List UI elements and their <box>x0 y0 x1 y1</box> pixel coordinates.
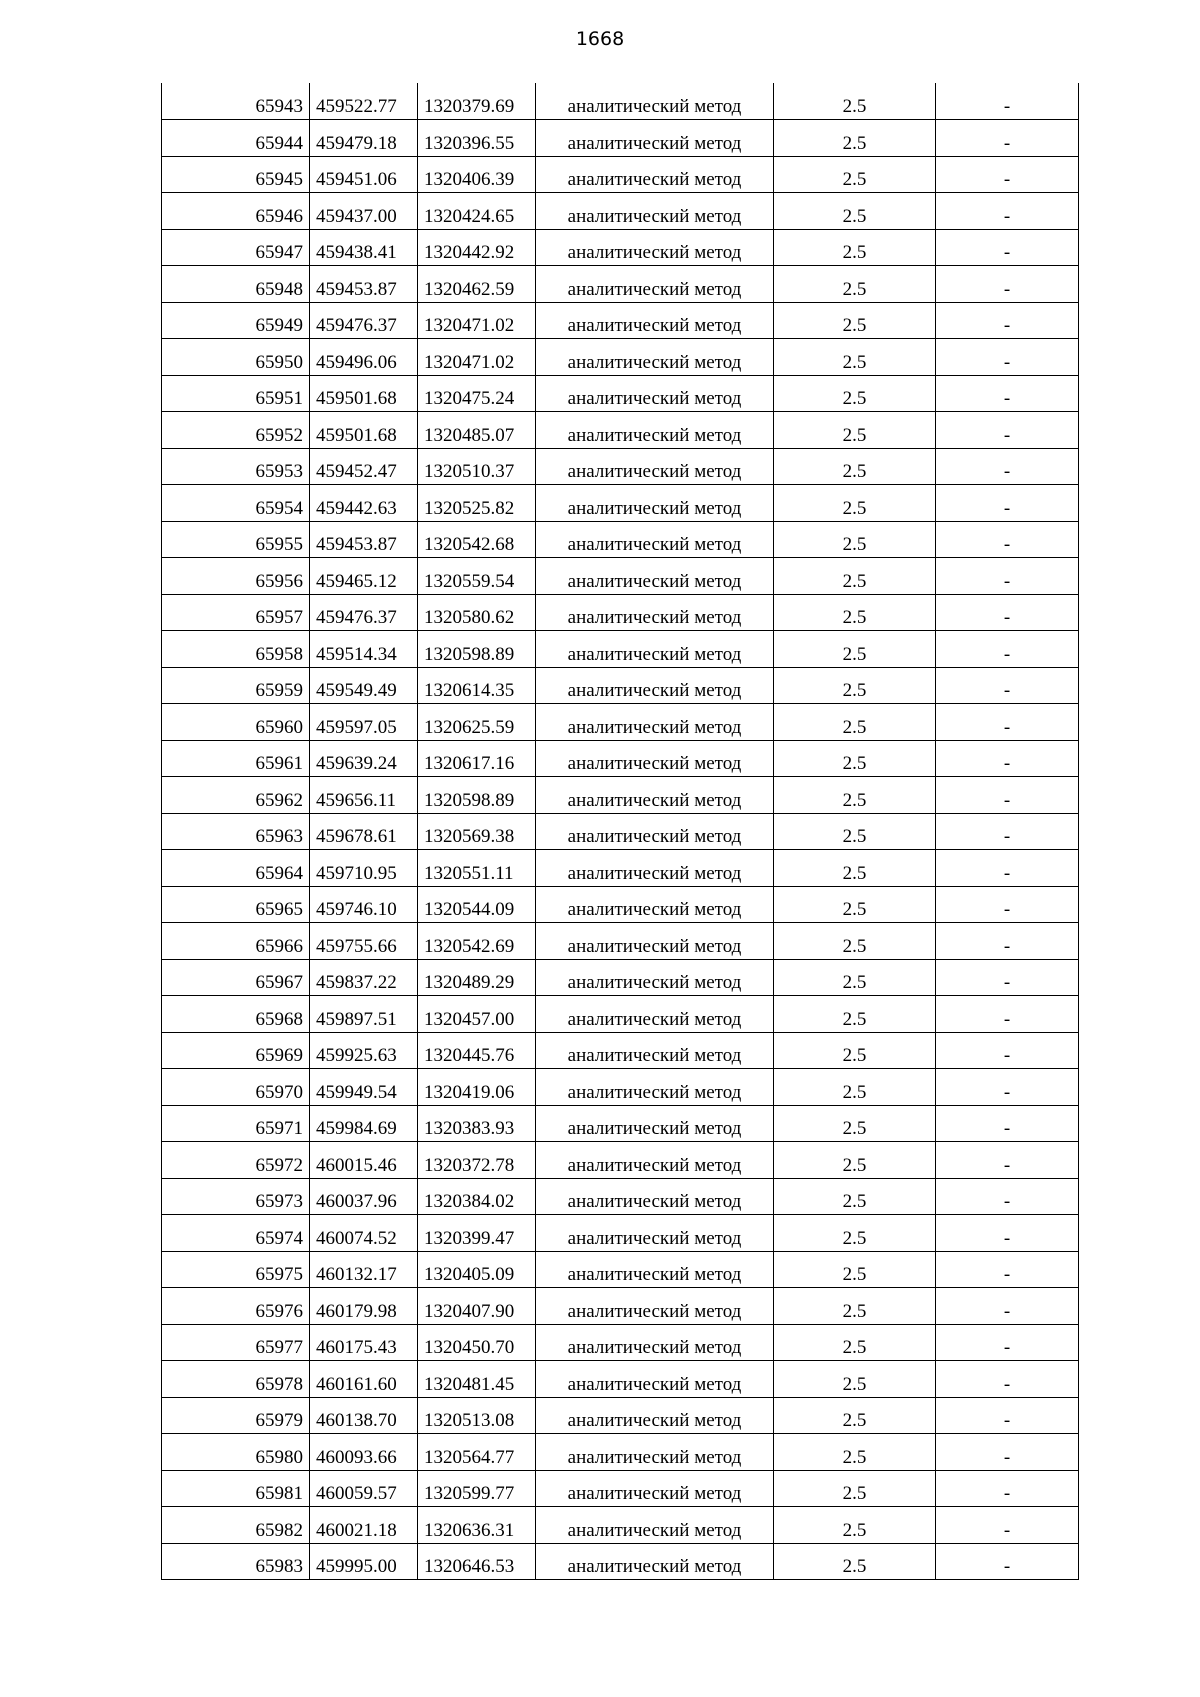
table-row <box>162 1288 1079 1325</box>
note-cell: - <box>936 375 1079 412</box>
method-cell: аналитический метод <box>536 886 774 923</box>
point-number-cell: 65971 <box>162 1105 310 1142</box>
y-coordinate-cell: 1320636.31 <box>418 1507 536 1544</box>
point-number-cell: 65976 <box>162 1288 310 1325</box>
y-coordinate-cell: 1320646.53 <box>418 1543 536 1580</box>
method-cell: аналитический метод <box>536 1251 774 1288</box>
x-coordinate-cell: 459755.66 <box>310 923 418 960</box>
point-number-cell: 65983 <box>162 1543 310 1580</box>
x-coordinate-cell: 460132.17 <box>310 1251 418 1288</box>
point-number-cell: 65944 <box>162 120 310 157</box>
x-coordinate-cell: 460074.52 <box>310 1215 418 1252</box>
y-coordinate-cell: 1320598.89 <box>418 631 536 668</box>
y-coordinate-cell: 1320379.69 <box>418 83 536 120</box>
x-coordinate-cell: 459451.06 <box>310 156 418 193</box>
accuracy-cell: 2.5 <box>774 1032 936 1069</box>
method-cell: аналитический метод <box>536 923 774 960</box>
method-cell: аналитический метод <box>536 521 774 558</box>
table-row <box>162 375 1079 412</box>
note-cell: - <box>936 1361 1079 1398</box>
note-cell: - <box>936 1105 1079 1142</box>
table-row <box>162 266 1079 303</box>
table-row <box>162 485 1079 522</box>
note-cell: - <box>936 521 1079 558</box>
note-cell: - <box>936 412 1079 449</box>
point-number-cell: 65973 <box>162 1178 310 1215</box>
x-coordinate-cell: 459437.00 <box>310 193 418 230</box>
point-number-cell: 65980 <box>162 1434 310 1471</box>
point-number-cell: 65950 <box>162 339 310 376</box>
accuracy-cell: 2.5 <box>774 886 936 923</box>
note-cell: - <box>936 1069 1079 1106</box>
method-cell: аналитический метод <box>536 1142 774 1179</box>
accuracy-cell: 2.5 <box>774 1215 936 1252</box>
note-cell: - <box>936 558 1079 595</box>
point-number-cell: 65947 <box>162 229 310 266</box>
point-number-cell: 65960 <box>162 704 310 741</box>
accuracy-cell: 2.5 <box>774 521 936 558</box>
accuracy-cell: 2.5 <box>774 302 936 339</box>
x-coordinate-cell: 459465.12 <box>310 558 418 595</box>
point-number-cell: 65957 <box>162 594 310 631</box>
y-coordinate-cell: 1320406.39 <box>418 156 536 193</box>
x-coordinate-cell: 459438.41 <box>310 229 418 266</box>
x-coordinate-cell: 459453.87 <box>310 266 418 303</box>
method-cell: аналитический метод <box>536 1397 774 1434</box>
x-coordinate-cell: 459746.10 <box>310 886 418 923</box>
method-cell: аналитический метод <box>536 266 774 303</box>
table-row <box>162 1324 1079 1361</box>
table-row <box>162 1361 1079 1398</box>
x-coordinate-cell: 459925.63 <box>310 1032 418 1069</box>
method-cell: аналитический метод <box>536 412 774 449</box>
table-row <box>162 120 1079 157</box>
note-cell: - <box>936 886 1079 923</box>
y-coordinate-cell: 1320475.24 <box>418 375 536 412</box>
x-coordinate-cell: 459501.68 <box>310 412 418 449</box>
table-row <box>162 667 1079 704</box>
point-number-cell: 65951 <box>162 375 310 412</box>
table-row <box>162 302 1079 339</box>
method-cell: аналитический метод <box>536 156 774 193</box>
point-number-cell: 65978 <box>162 1361 310 1398</box>
y-coordinate-cell: 1320564.77 <box>418 1434 536 1471</box>
table-row <box>162 813 1079 850</box>
method-cell: аналитический метод <box>536 1069 774 1106</box>
table-row <box>162 558 1079 595</box>
x-coordinate-cell: 460021.18 <box>310 1507 418 1544</box>
y-coordinate-cell: 1320481.45 <box>418 1361 536 1398</box>
table-body <box>162 83 1079 1580</box>
x-coordinate-cell: 459995.00 <box>310 1543 418 1580</box>
method-cell: аналитический метод <box>536 631 774 668</box>
y-coordinate-cell: 1320617.16 <box>418 740 536 777</box>
accuracy-cell: 2.5 <box>774 594 936 631</box>
y-coordinate-cell: 1320542.68 <box>418 521 536 558</box>
note-cell: - <box>936 229 1079 266</box>
note-cell: - <box>936 1543 1079 1580</box>
y-coordinate-cell: 1320405.09 <box>418 1251 536 1288</box>
method-cell: аналитический метод <box>536 448 774 485</box>
x-coordinate-cell: 459501.68 <box>310 375 418 412</box>
coordinates-table <box>161 83 1079 1580</box>
accuracy-cell: 2.5 <box>774 959 936 996</box>
method-cell: аналитический метод <box>536 1288 774 1325</box>
accuracy-cell: 2.5 <box>774 1288 936 1325</box>
x-coordinate-cell: 459522.77 <box>310 83 418 120</box>
point-number-cell: 65975 <box>162 1251 310 1288</box>
x-coordinate-cell: 459476.37 <box>310 594 418 631</box>
point-number-cell: 65943 <box>162 83 310 120</box>
note-cell: - <box>936 1324 1079 1361</box>
table-row <box>162 521 1079 558</box>
table-row <box>162 850 1079 887</box>
method-cell: аналитический метод <box>536 1361 774 1398</box>
accuracy-cell: 2.5 <box>774 120 936 157</box>
table-row <box>162 923 1079 960</box>
accuracy-cell: 2.5 <box>774 777 936 814</box>
table-row <box>162 1069 1079 1106</box>
note-cell: - <box>936 1434 1079 1471</box>
y-coordinate-cell: 1320599.77 <box>418 1470 536 1507</box>
method-cell: аналитический метод <box>536 1507 774 1544</box>
x-coordinate-cell: 460059.57 <box>310 1470 418 1507</box>
x-coordinate-cell: 459897.51 <box>310 996 418 1033</box>
table-row <box>162 156 1079 193</box>
y-coordinate-cell: 1320450.70 <box>418 1324 536 1361</box>
y-coordinate-cell: 1320625.59 <box>418 704 536 741</box>
x-coordinate-cell: 459479.18 <box>310 120 418 157</box>
table-row <box>162 412 1079 449</box>
x-coordinate-cell: 460175.43 <box>310 1324 418 1361</box>
y-coordinate-cell: 1320445.76 <box>418 1032 536 1069</box>
accuracy-cell: 2.5 <box>774 1324 936 1361</box>
point-number-cell: 65956 <box>162 558 310 595</box>
note-cell: - <box>936 996 1079 1033</box>
note-cell: - <box>936 594 1079 631</box>
table-row <box>162 704 1079 741</box>
x-coordinate-cell: 460138.70 <box>310 1397 418 1434</box>
x-coordinate-cell: 459656.11 <box>310 777 418 814</box>
x-coordinate-cell: 459597.05 <box>310 704 418 741</box>
method-cell: аналитический метод <box>536 1215 774 1252</box>
note-cell: - <box>936 266 1079 303</box>
accuracy-cell: 2.5 <box>774 266 936 303</box>
x-coordinate-cell: 460037.96 <box>310 1178 418 1215</box>
point-number-cell: 65968 <box>162 996 310 1033</box>
table-row <box>162 1434 1079 1471</box>
accuracy-cell: 2.5 <box>774 923 936 960</box>
note-cell: - <box>936 193 1079 230</box>
note-cell: - <box>936 1251 1079 1288</box>
table-row <box>162 83 1079 120</box>
note-cell: - <box>936 1032 1079 1069</box>
method-cell: аналитический метод <box>536 704 774 741</box>
note-cell: - <box>936 813 1079 850</box>
page-number: 1668 <box>575 28 625 50</box>
point-number-cell: 65974 <box>162 1215 310 1252</box>
note-cell: - <box>936 704 1079 741</box>
y-coordinate-cell: 1320580.62 <box>418 594 536 631</box>
accuracy-cell: 2.5 <box>774 1361 936 1398</box>
accuracy-cell: 2.5 <box>774 193 936 230</box>
note-cell: - <box>936 1470 1079 1507</box>
point-number-cell: 65965 <box>162 886 310 923</box>
method-cell: аналитический метод <box>536 996 774 1033</box>
accuracy-cell: 2.5 <box>774 1507 936 1544</box>
y-coordinate-cell: 1320471.02 <box>418 302 536 339</box>
table-row <box>162 229 1079 266</box>
note-cell: - <box>936 923 1079 960</box>
accuracy-cell: 2.5 <box>774 1434 936 1471</box>
table-row <box>162 631 1079 668</box>
point-number-cell: 65955 <box>162 521 310 558</box>
point-number-cell: 65961 <box>162 740 310 777</box>
table-row <box>162 1543 1079 1580</box>
y-coordinate-cell: 1320462.59 <box>418 266 536 303</box>
method-cell: аналитический метод <box>536 777 774 814</box>
point-number-cell: 65962 <box>162 777 310 814</box>
y-coordinate-cell: 1320407.90 <box>418 1288 536 1325</box>
point-number-cell: 65945 <box>162 156 310 193</box>
note-cell: - <box>936 1178 1079 1215</box>
point-number-cell: 65977 <box>162 1324 310 1361</box>
table-row <box>162 996 1079 1033</box>
table-row <box>162 1105 1079 1142</box>
note-cell: - <box>936 83 1079 120</box>
y-coordinate-cell: 1320598.89 <box>418 777 536 814</box>
note-cell: - <box>936 485 1079 522</box>
accuracy-cell: 2.5 <box>774 412 936 449</box>
point-number-cell: 65963 <box>162 813 310 850</box>
note-cell: - <box>936 120 1079 157</box>
y-coordinate-cell: 1320419.06 <box>418 1069 536 1106</box>
x-coordinate-cell: 460179.98 <box>310 1288 418 1325</box>
point-number-cell: 65982 <box>162 1507 310 1544</box>
accuracy-cell: 2.5 <box>774 740 936 777</box>
table-row <box>162 193 1079 230</box>
accuracy-cell: 2.5 <box>774 996 936 1033</box>
x-coordinate-cell: 459549.49 <box>310 667 418 704</box>
method-cell: аналитический метод <box>536 1470 774 1507</box>
note-cell: - <box>936 1397 1079 1434</box>
y-coordinate-cell: 1320525.82 <box>418 485 536 522</box>
y-coordinate-cell: 1320399.47 <box>418 1215 536 1252</box>
method-cell: аналитический метод <box>536 959 774 996</box>
point-number-cell: 65970 <box>162 1069 310 1106</box>
method-cell: аналитический метод <box>536 229 774 266</box>
accuracy-cell: 2.5 <box>774 631 936 668</box>
method-cell: аналитический метод <box>536 1324 774 1361</box>
note-cell: - <box>936 777 1079 814</box>
point-number-cell: 65952 <box>162 412 310 449</box>
x-coordinate-cell: 460161.60 <box>310 1361 418 1398</box>
x-coordinate-cell: 459837.22 <box>310 959 418 996</box>
y-coordinate-cell: 1320396.55 <box>418 120 536 157</box>
point-number-cell: 65981 <box>162 1470 310 1507</box>
method-cell: аналитический метод <box>536 1543 774 1580</box>
table-row <box>162 1142 1079 1179</box>
note-cell: - <box>936 667 1079 704</box>
method-cell: аналитический метод <box>536 1105 774 1142</box>
note-cell: - <box>936 631 1079 668</box>
point-number-cell: 65954 <box>162 485 310 522</box>
y-coordinate-cell: 1320424.65 <box>418 193 536 230</box>
note-cell: - <box>936 339 1079 376</box>
accuracy-cell: 2.5 <box>774 485 936 522</box>
note-cell: - <box>936 156 1079 193</box>
point-number-cell: 65979 <box>162 1397 310 1434</box>
note-cell: - <box>936 1288 1079 1325</box>
y-coordinate-cell: 1320569.38 <box>418 813 536 850</box>
y-coordinate-cell: 1320513.08 <box>418 1397 536 1434</box>
method-cell: аналитический метод <box>536 485 774 522</box>
method-cell: аналитический метод <box>536 1032 774 1069</box>
accuracy-cell: 2.5 <box>774 156 936 193</box>
table-row <box>162 448 1079 485</box>
method-cell: аналитический метод <box>536 83 774 120</box>
accuracy-cell: 2.5 <box>774 1069 936 1106</box>
point-number-cell: 65966 <box>162 923 310 960</box>
note-cell: - <box>936 1507 1079 1544</box>
accuracy-cell: 2.5 <box>774 558 936 595</box>
x-coordinate-cell: 459452.47 <box>310 448 418 485</box>
x-coordinate-cell: 459442.63 <box>310 485 418 522</box>
point-number-cell: 65958 <box>162 631 310 668</box>
accuracy-cell: 2.5 <box>774 83 936 120</box>
accuracy-cell: 2.5 <box>774 375 936 412</box>
x-coordinate-cell: 459639.24 <box>310 740 418 777</box>
y-coordinate-cell: 1320384.02 <box>418 1178 536 1215</box>
y-coordinate-cell: 1320510.37 <box>418 448 536 485</box>
y-coordinate-cell: 1320542.69 <box>418 923 536 960</box>
table-row <box>162 1032 1079 1069</box>
method-cell: аналитический метод <box>536 1434 774 1471</box>
accuracy-cell: 2.5 <box>774 448 936 485</box>
x-coordinate-cell: 459949.54 <box>310 1069 418 1106</box>
y-coordinate-cell: 1320559.54 <box>418 558 536 595</box>
accuracy-cell: 2.5 <box>774 339 936 376</box>
method-cell: аналитический метод <box>536 193 774 230</box>
note-cell: - <box>936 959 1079 996</box>
point-number-cell: 65953 <box>162 448 310 485</box>
accuracy-cell: 2.5 <box>774 229 936 266</box>
y-coordinate-cell: 1320457.00 <box>418 996 536 1033</box>
point-number-cell: 65969 <box>162 1032 310 1069</box>
x-coordinate-cell: 459710.95 <box>310 850 418 887</box>
accuracy-cell: 2.5 <box>774 1142 936 1179</box>
accuracy-cell: 2.5 <box>774 704 936 741</box>
y-coordinate-cell: 1320551.11 <box>418 850 536 887</box>
method-cell: аналитический метод <box>536 1178 774 1215</box>
point-number-cell: 65967 <box>162 959 310 996</box>
note-cell: - <box>936 850 1079 887</box>
y-coordinate-cell: 1320471.02 <box>418 339 536 376</box>
accuracy-cell: 2.5 <box>774 813 936 850</box>
table-row <box>162 777 1079 814</box>
table-row <box>162 1178 1079 1215</box>
x-coordinate-cell: 459984.69 <box>310 1105 418 1142</box>
table-row <box>162 594 1079 631</box>
method-cell: аналитический метод <box>536 594 774 631</box>
x-coordinate-cell: 459678.61 <box>310 813 418 850</box>
point-number-cell: 65949 <box>162 302 310 339</box>
accuracy-cell: 2.5 <box>774 850 936 887</box>
method-cell: аналитический метод <box>536 302 774 339</box>
x-coordinate-cell: 460093.66 <box>310 1434 418 1471</box>
method-cell: аналитический метод <box>536 850 774 887</box>
note-cell: - <box>936 448 1079 485</box>
accuracy-cell: 2.5 <box>774 1397 936 1434</box>
point-number-cell: 65948 <box>162 266 310 303</box>
accuracy-cell: 2.5 <box>774 667 936 704</box>
x-coordinate-cell: 460015.46 <box>310 1142 418 1179</box>
table-row <box>162 1397 1079 1434</box>
table-row <box>162 1215 1079 1252</box>
method-cell: аналитический метод <box>536 667 774 704</box>
accuracy-cell: 2.5 <box>774 1178 936 1215</box>
accuracy-cell: 2.5 <box>774 1470 936 1507</box>
note-cell: - <box>936 302 1079 339</box>
method-cell: аналитический метод <box>536 813 774 850</box>
method-cell: аналитический метод <box>536 339 774 376</box>
y-coordinate-cell: 1320544.09 <box>418 886 536 923</box>
y-coordinate-cell: 1320614.35 <box>418 667 536 704</box>
y-coordinate-cell: 1320442.92 <box>418 229 536 266</box>
table-row <box>162 740 1079 777</box>
note-cell: - <box>936 740 1079 777</box>
y-coordinate-cell: 1320485.07 <box>418 412 536 449</box>
table-row <box>162 959 1079 996</box>
y-coordinate-cell: 1320489.29 <box>418 959 536 996</box>
method-cell: аналитический метод <box>536 120 774 157</box>
table-row <box>162 1470 1079 1507</box>
method-cell: аналитический метод <box>536 558 774 595</box>
y-coordinate-cell: 1320372.78 <box>418 1142 536 1179</box>
x-coordinate-cell: 459476.37 <box>310 302 418 339</box>
point-number-cell: 65959 <box>162 667 310 704</box>
x-coordinate-cell: 459453.87 <box>310 521 418 558</box>
x-coordinate-cell: 459514.34 <box>310 631 418 668</box>
note-cell: - <box>936 1142 1079 1179</box>
table-row <box>162 1507 1079 1544</box>
accuracy-cell: 2.5 <box>774 1251 936 1288</box>
y-coordinate-cell: 1320383.93 <box>418 1105 536 1142</box>
point-number-cell: 65946 <box>162 193 310 230</box>
accuracy-cell: 2.5 <box>774 1105 936 1142</box>
x-coordinate-cell: 459496.06 <box>310 339 418 376</box>
accuracy-cell: 2.5 <box>774 1543 936 1580</box>
point-number-cell: 65964 <box>162 850 310 887</box>
note-cell: - <box>936 1215 1079 1252</box>
table-row <box>162 339 1079 376</box>
point-number-cell: 65972 <box>162 1142 310 1179</box>
table-row <box>162 886 1079 923</box>
method-cell: аналитический метод <box>536 375 774 412</box>
table-row <box>162 1251 1079 1288</box>
method-cell: аналитический метод <box>536 740 774 777</box>
